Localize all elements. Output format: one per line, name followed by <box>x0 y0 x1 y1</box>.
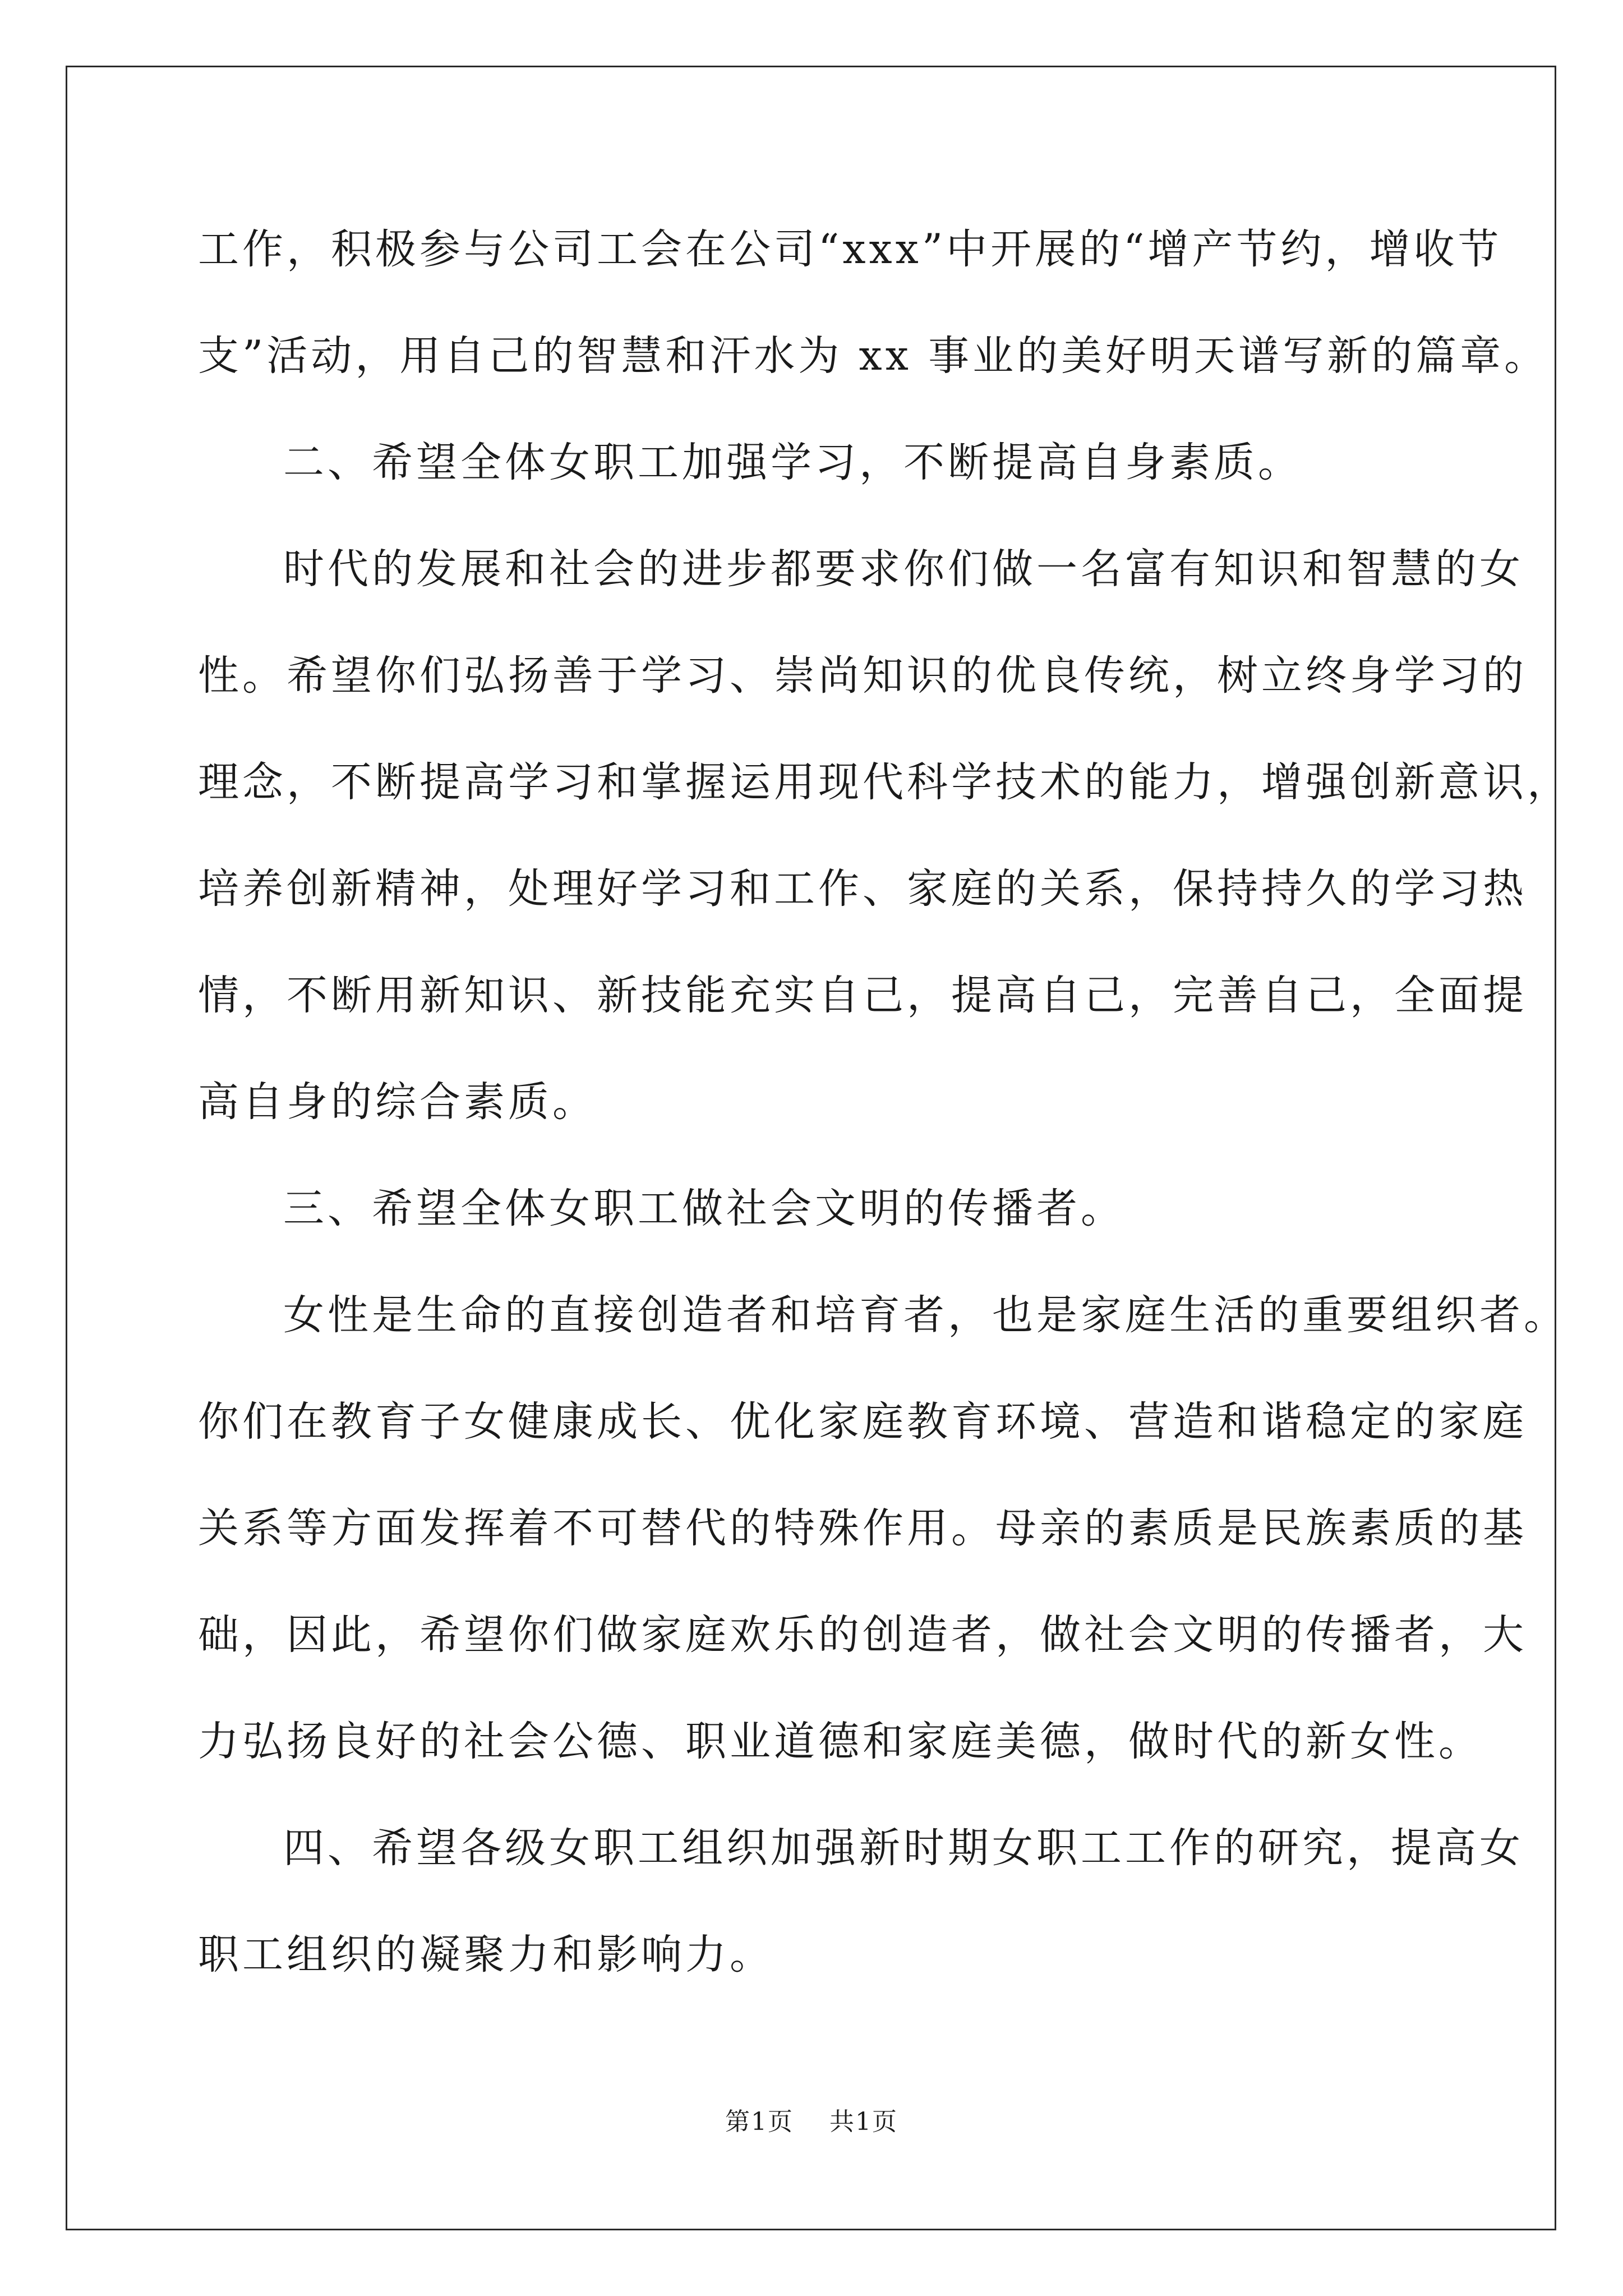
text-line: 工作，积极参与公司工会在公司“xxx”中开展的“增产节约，增收节 <box>198 226 1502 273</box>
text-line: 培养创新精神，处理好学习和工作、家庭的关系，保持持久的学习热 <box>198 865 1527 913</box>
text-line: 你们在教育子女健康成长、优化家庭教育环境、营造和谐稳定的家庭 <box>198 1398 1527 1446</box>
text-line: 职工组织的凝聚力和影响力。 <box>198 1931 774 1978</box>
page-number-total: 共1页 <box>829 2108 898 2136</box>
section-heading-2: 二、希望全体女职工加强学习，不断提高自身素质。 <box>283 439 1302 486</box>
section-heading-4: 四、希望各级女职工组织加强新时期女职工工作的研究，提高女 <box>283 1824 1524 1872</box>
text-line: 础，因此，希望你们做家庭欢乐的创造者，做社会文明的传播者，大 <box>198 1611 1527 1659</box>
text-line: 力弘扬良好的社会公德、职业道德和家庭美德，做时代的新女性。 <box>198 1718 1483 1765</box>
page-footer <box>0 2101 1623 2137</box>
text-line: 支”活动，用自己的智慧和汗水为 xx 事业的美好明天谱写新的篇章。 <box>198 332 1549 380</box>
text-line: 性。希望你们弘扬善于学习、崇尚知识的优良传统，树立终身学习的 <box>198 652 1527 700</box>
text-line: 情，不断用新知识、新技能充实自己，提高自己，完善自己，全面提 <box>198 972 1527 1019</box>
text-line: 女性是生命的直接创造者和培育者，也是家庭生活的重要组织者。 <box>283 1291 1568 1339</box>
text-line: 高自身的综合素质。 <box>198 1078 597 1126</box>
document-body <box>198 196 1571 2008</box>
text-line: 关系等方面发挥着不可替代的特殊作用。母亲的素质是民族素质的基 <box>198 1504 1527 1552</box>
text-line: 时代的发展和社会的进步都要求你们做一名富有知识和智慧的女 <box>283 545 1524 593</box>
section-heading-3: 三、希望全体女职工做社会文明的传播者。 <box>283 1185 1125 1232</box>
page-number-current: 第1页 <box>725 2108 794 2136</box>
text-line: 理念，不断提高学习和掌握运用现代科学技术的能力，增强创新意识， <box>198 758 1571 806</box>
